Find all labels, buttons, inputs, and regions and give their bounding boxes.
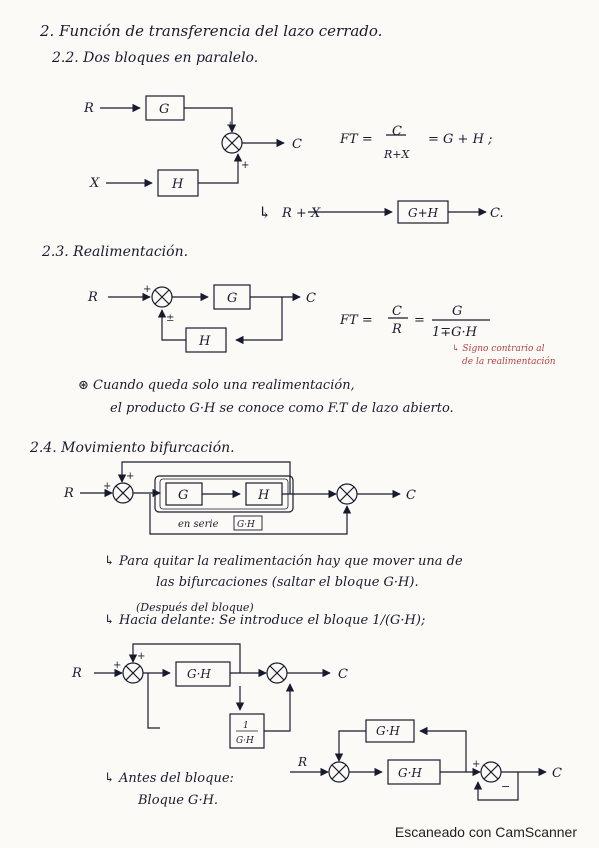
inv-block-den: G·H (236, 736, 254, 746)
text-hacia-delante: ↳ Hacia delante: Se introduce el bloque 1/(G·H); (104, 613, 426, 628)
plus-bottom-2-2: + (241, 160, 250, 171)
ft-eq-2-3: = (414, 313, 425, 328)
label-H-2-4: H (258, 488, 270, 503)
label-X-2-2: X (90, 176, 100, 191)
ft-label-2-2: FT = (340, 132, 373, 147)
plus-b-fwd: + (137, 651, 146, 662)
label-C-2-3: C (306, 291, 316, 306)
simp-block-label: G+H (408, 206, 439, 220)
label-H-2-3: H (199, 334, 211, 349)
label-C-2-2: C (292, 137, 302, 152)
label-R-fwd: R (72, 666, 82, 681)
text-quitar-line2: las bifurcaciones (saltar el bloque G·H). (156, 575, 419, 590)
label-G-2-3: G (227, 291, 238, 306)
diagram-parallel (100, 96, 486, 223)
simp-input-2-2: R + X (282, 206, 321, 221)
label-R-2-4: R (64, 486, 74, 501)
label-G-2-4: G (178, 488, 189, 503)
ft-num-2-3: C (392, 304, 402, 319)
ft-label-2-3: FT = (340, 313, 373, 328)
label-R-2-3: R (88, 290, 98, 305)
plus-a-fwd: + (113, 660, 122, 671)
label-H-2-2: H (172, 177, 184, 192)
label-R-back: R (298, 755, 308, 769)
label-G-2-2: G (159, 102, 170, 117)
label-GH-serie: G·H (237, 520, 255, 530)
sign-note-line2: de la realimentación (462, 357, 556, 367)
label-C-fwd: C (338, 667, 348, 682)
sign-note-line1: ↳ Signo contrario al (452, 344, 545, 354)
section-2-4-title: 2.4. Movimiento bifurcación. (30, 440, 235, 456)
plus-back: + (472, 759, 481, 770)
label-GH-back-main: G·H (398, 766, 422, 780)
section-2-2-title: 2.2. Dos bloques en paralelo. (52, 50, 259, 66)
ft-num2-2-3: G (452, 304, 463, 319)
label-C-back: C (552, 766, 562, 781)
camscanner-footer: Escaneado con CamScanner (394, 824, 577, 840)
star-note-line2: el producto G·H se conoce como F.T de lazo abierto. (110, 401, 454, 416)
text-despues-paren: (Después del bloque) (136, 601, 254, 614)
ft-den-2-3: R (392, 322, 402, 337)
star-note-line1: ⊛ Cuando queda solo una realimentación, (78, 378, 355, 393)
section-2-3-title: 2.3. Realimentación. (42, 244, 189, 260)
inv-block-num: 1 (243, 721, 249, 731)
label-R-2-2: R (84, 101, 94, 116)
text-antes-line1: ↳ Antes del bloque: (104, 771, 234, 786)
label-GH-fwd: G·H (187, 667, 211, 681)
plus-2-3: + (143, 284, 152, 295)
ft-den-2-2: R+X (384, 148, 410, 161)
plus-top-2-2: + (226, 120, 235, 131)
plus-b-2-4: + (126, 471, 135, 482)
text-antes-line2: Bloque G·H. (138, 793, 219, 808)
plusminus-2-3: ± (166, 313, 175, 324)
label-en-serie: en serie (178, 519, 219, 530)
plus-a-2-4: + (103, 481, 112, 492)
ft-num-2-2: C (392, 124, 402, 139)
section-heading: 2. Función de transferencia del lazo cerrado. (40, 22, 383, 40)
ft-den2-2-3: 1∓G·H (432, 325, 478, 340)
ft-result-2-2: = G + H ; (428, 132, 493, 147)
arrow-2-2: ↳ (258, 203, 272, 222)
diagram-forward-move (94, 644, 330, 748)
simp-output-2-2: C. (490, 206, 504, 221)
label-GH-back-loop: G·H (376, 724, 400, 738)
text-quitar-line1: ↳ Para quitar la realimentación hay que mover una de (104, 554, 463, 569)
minus-back: − (501, 780, 511, 793)
label-C-2-4: C (406, 488, 416, 503)
